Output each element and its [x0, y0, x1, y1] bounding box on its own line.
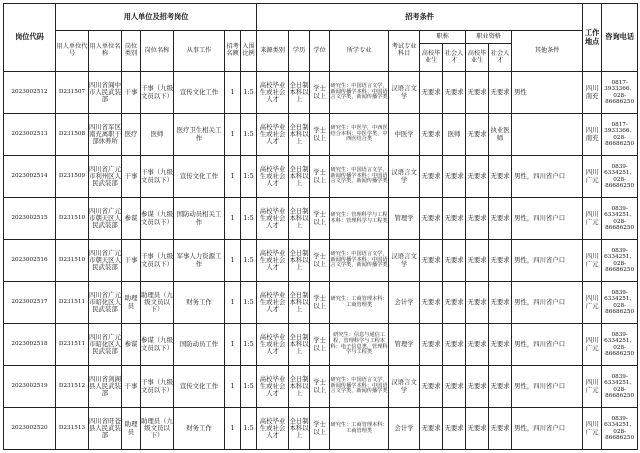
employer-code-cell: D231508: [56, 114, 89, 156]
table-row: [4, 366, 638, 408]
employer-code-cell: D231507: [56, 72, 89, 114]
qual-social-cell: 无要求: [489, 240, 512, 282]
header-quota: 招考名额: [225, 31, 241, 72]
recruitment-table-container: [3, 3, 637, 450]
employer-name-cell: 四川省广元市昭化区人民武装部: [89, 282, 122, 324]
phone-cell: 0839-6334251、028-86686250: [602, 156, 638, 198]
header-source: 来源类别: [257, 31, 289, 72]
qual-college-cell: 无要求: [466, 240, 489, 282]
exam-major-cell: 管理学: [389, 324, 420, 366]
source-cell: 高校毕业生或社会人才: [257, 72, 289, 114]
other-conditions-cell: 男性，四川省户口: [512, 198, 583, 240]
education-cell: 全日制本科以上: [289, 240, 310, 282]
employer-name-cell: 四川省广元市昭化区人民武装部: [89, 324, 122, 366]
source-cell: 高校毕业生或社会人才: [257, 366, 289, 408]
qual-social-cell: 无要求: [489, 408, 512, 450]
table-row: [4, 156, 638, 198]
title-social-cell: 无要求: [443, 408, 466, 450]
header-position-code: 岗位代码: [4, 4, 56, 72]
exam-major-cell: 管理学: [389, 198, 420, 240]
header-qual-college: 高校毕业生: [466, 44, 489, 72]
employer-code-cell: D231510: [56, 240, 89, 282]
quota-cell: 1: [225, 408, 241, 450]
table-row: [4, 408, 638, 450]
position-name-cell: 参谋（九级文员以下）: [141, 198, 174, 240]
major-cell: 研究生：工商管理本科：工商管理类: [330, 408, 389, 450]
ratio-cell: 1:5: [241, 198, 257, 240]
education-cell: 全日制本科以上: [289, 72, 310, 114]
degree-cell: 学士以上: [310, 198, 330, 240]
position-name-cell: 参谋（九级文员以下）: [141, 324, 174, 366]
quota-cell: 1: [225, 198, 241, 240]
qual-college-cell: 无要求: [466, 324, 489, 366]
exam-major-cell: 汉语言文学: [389, 366, 420, 408]
quota-cell: 1: [225, 366, 241, 408]
header-exam-major: 考试专业科目: [389, 31, 420, 72]
qual-college-cell: 无要求: [466, 282, 489, 324]
position-name-cell: 干事（九级文员以下）: [141, 72, 174, 114]
employer-name-cell: 四川省阆中市人民武装部: [89, 72, 122, 114]
exam-major-cell: 中医学: [389, 114, 420, 156]
title-college-cell: 无要求: [420, 114, 443, 156]
qual-social-cell: 无要求: [489, 156, 512, 198]
phone-cell: 0817-3933366、028-86686250: [602, 114, 638, 156]
title-college-cell: 无要求: [420, 240, 443, 282]
header-position-name: 岗位名称: [141, 31, 174, 72]
table-row: [4, 282, 638, 324]
work-location-cell: 四川广元: [583, 156, 602, 198]
employer-name-cell: 四川省军区南充离职干部休养所: [89, 114, 122, 156]
position-category-cell: 干事: [122, 240, 141, 282]
position-category-cell: 参谋: [122, 198, 141, 240]
title-college-cell: 无要求: [420, 282, 443, 324]
position-code-cell: 2023002512: [4, 72, 56, 114]
quota-cell: 1: [225, 156, 241, 198]
table-row: [4, 240, 638, 282]
degree-cell: 学士以上: [310, 240, 330, 282]
phone-cell: 0839-6334251、028-86686250: [602, 282, 638, 324]
education-cell: 全日制本科以上: [289, 114, 310, 156]
other-conditions-cell: 男性，四川省户口: [512, 240, 583, 282]
position-code-cell: 2023002515: [4, 198, 56, 240]
exam-major-cell: 会计学: [389, 408, 420, 450]
header-employer-name: 用人单位名称: [89, 31, 122, 72]
major-cell: 研究生：工商管理本科：工商管理类: [330, 282, 389, 324]
source-cell: 高校毕业生或社会人才: [257, 282, 289, 324]
source-cell: 高校毕业生或社会人才: [257, 156, 289, 198]
major-cell: 研究生：中国语言文学，新闻传播学本科：中国语言文学类，新闻传播学类: [330, 72, 389, 114]
qual-social-cell: 无要求: [489, 72, 512, 114]
work-location-cell: 四川南充: [583, 72, 602, 114]
major-cell: 研究生：中国语言文学，新闻传播学本科：中国语言文学类，新闻传播学类: [330, 240, 389, 282]
employer-code-cell: D231511: [56, 324, 89, 366]
position-name-cell: 助理员（九级文员以下）: [141, 408, 174, 450]
header-row-1: [4, 4, 638, 31]
education-cell: 全日制本科以上: [289, 198, 310, 240]
major-cell: 研究生：管理科学与工程本科：管理科学与工程类: [330, 198, 389, 240]
title-college-cell: 无要求: [420, 408, 443, 450]
ratio-cell: 1:5: [241, 366, 257, 408]
header-education: 学历: [289, 31, 310, 72]
title-social-cell: 无要求: [443, 324, 466, 366]
table-body: [4, 72, 638, 450]
other-conditions-cell: 男性，四川省户口: [512, 408, 583, 450]
work-location-cell: 四川广元: [583, 240, 602, 282]
other-conditions-cell: [512, 114, 583, 156]
degree-cell: 学士以上: [310, 282, 330, 324]
header-title-college: 高校毕业生: [420, 44, 443, 72]
ratio-cell: 1:5: [241, 282, 257, 324]
header-employer-code: 用人单位代号: [56, 31, 89, 72]
header-degree: 学位: [310, 31, 330, 72]
source-cell: 高校毕业生或社会人才: [257, 240, 289, 282]
qual-college-cell: 无要求: [466, 156, 489, 198]
employer-name-cell: 四川省广元市利州区人民武装部: [89, 156, 122, 198]
position-code-cell: 2023002513: [4, 114, 56, 156]
phone-cell: 0839-6334251、028-86686250: [602, 198, 638, 240]
education-cell: 全日制本科以上: [289, 156, 310, 198]
position-code-cell: 2023002519: [4, 366, 56, 408]
ratio-cell: 1:5: [241, 240, 257, 282]
employer-name-cell: 四川省广元市朝天区人民武装部: [89, 198, 122, 240]
phone-cell: 0839-6334251、028-86686250: [602, 240, 638, 282]
ratio-cell: 1:5: [241, 72, 257, 114]
title-college-cell: 无要求: [420, 366, 443, 408]
ratio-cell: 1:5: [241, 156, 257, 198]
title-college-cell: 无要求: [420, 156, 443, 198]
degree-cell: 学士以上: [310, 156, 330, 198]
position-category-cell: 干事: [122, 156, 141, 198]
header-work-content: 从事工作: [174, 31, 225, 72]
qual-college-cell: 无要求: [466, 72, 489, 114]
work-content-cell: 宣传文化工作: [174, 156, 225, 198]
position-category-cell: 助理员: [122, 408, 141, 450]
education-cell: 全日制本科以上: [289, 366, 310, 408]
header-major: 所学专业: [330, 31, 389, 72]
employer-code-cell: D231512: [56, 366, 89, 408]
table-row: [4, 114, 638, 156]
phone-cell: 0817-3933366、028-86686250: [602, 72, 638, 114]
header-work-location: 工作地点: [583, 4, 602, 72]
header-conditions-group: 招考条件: [257, 4, 583, 31]
qual-social-cell: 执业医师: [489, 114, 512, 156]
position-code-cell: 2023002518: [4, 324, 56, 366]
major-cell: 研究生：中医学，中西医结合本科：中医学类，中西医结合类: [330, 114, 389, 156]
table-row: [4, 72, 638, 114]
header-employer-group: 用人单位及招考岗位: [56, 4, 257, 31]
work-content-cell: 医疗卫生相关工作: [174, 114, 225, 156]
qual-social-cell: 无要求: [489, 198, 512, 240]
major-cell: 研究生：中国语言文学，新闻传播学本科：中国语言文学类，新闻传播学类: [330, 366, 389, 408]
quota-cell: 1: [225, 282, 241, 324]
title-social-cell: 无要求: [443, 240, 466, 282]
header-row-2: [4, 31, 638, 44]
work-content-cell: 财务工作: [174, 408, 225, 450]
employer-code-cell: D231513: [56, 408, 89, 450]
employer-name-cell: 四川省剑阁县人民武装部: [89, 366, 122, 408]
work-location-cell: 四川广元: [583, 324, 602, 366]
title-social-cell: 无要求: [443, 72, 466, 114]
title-social-cell: 无要求: [443, 198, 466, 240]
degree-cell: 学士以上: [310, 324, 330, 366]
position-name-cell: 助理员（九级文员以下）: [141, 282, 174, 324]
header-title-group: 职称: [420, 31, 466, 44]
qual-college-cell: 无要求: [466, 114, 489, 156]
degree-cell: 学士以上: [310, 72, 330, 114]
work-content-cell: 宣传文化工作: [174, 72, 225, 114]
title-social-cell: 无要求: [443, 366, 466, 408]
position-name-cell: 干事（九级文员以下）: [141, 240, 174, 282]
employer-code-cell: D231510: [56, 198, 89, 240]
qual-college-cell: 无要求: [466, 408, 489, 450]
ratio-cell: 1:5: [241, 114, 257, 156]
other-conditions-cell: 男性，四川省户口: [512, 282, 583, 324]
employer-code-cell: D231511: [56, 282, 89, 324]
work-content-cell: 宣传文化工作: [174, 366, 225, 408]
position-category-cell: 医疗: [122, 114, 141, 156]
position-category-cell: 干事: [122, 366, 141, 408]
source-cell: 高校毕业生或社会人才: [257, 324, 289, 366]
position-name-cell: 医师: [141, 114, 174, 156]
title-social-cell: 医师: [443, 114, 466, 156]
ratio-cell: 1:5: [241, 408, 257, 450]
qual-social-cell: 无要求: [489, 282, 512, 324]
major-cell: 研究生：中国语言文学，新闻传播学本科：中国语言文学类，新闻传播学类: [330, 156, 389, 198]
degree-cell: 学士以上: [310, 366, 330, 408]
phone-cell: 0839-6334251、028-86686250: [602, 408, 638, 450]
table-row: [4, 324, 638, 366]
position-name-cell: 干事（九级文员以下）: [141, 156, 174, 198]
phone-cell: 0839-6334251、028-86686250: [602, 324, 638, 366]
work-location-cell: 四川广元: [583, 198, 602, 240]
employer-name-cell: 四川省广元市朝天区人民武装部: [89, 240, 122, 282]
other-conditions-cell: 男性，四川省户口: [512, 366, 583, 408]
other-conditions-cell: 男性: [512, 72, 583, 114]
qual-social-cell: 无要求: [489, 324, 512, 366]
position-name-cell: 干事（九级文员以下）: [141, 366, 174, 408]
title-college-cell: 无要求: [420, 198, 443, 240]
phone-cell: 0839-6334251、028-86686250: [602, 366, 638, 408]
title-college-cell: 无要求: [420, 72, 443, 114]
header-phone: 咨询电话: [602, 4, 638, 72]
education-cell: 全日制本科以上: [289, 282, 310, 324]
degree-cell: 学士以上: [310, 114, 330, 156]
work-location-cell: 四川广元: [583, 366, 602, 408]
work-location-cell: 四川广元: [583, 282, 602, 324]
quota-cell: 1: [225, 324, 241, 366]
employer-code-cell: D231509: [56, 156, 89, 198]
quota-cell: 1: [225, 72, 241, 114]
title-social-cell: 无要求: [443, 156, 466, 198]
exam-major-cell: 汉语言文学: [389, 240, 420, 282]
exam-major-cell: 汉语言文学: [389, 156, 420, 198]
work-content-cell: 军事人力资源工作: [174, 240, 225, 282]
position-code-cell: 2023002514: [4, 156, 56, 198]
header-qualification-group: 职业资格: [466, 31, 512, 44]
other-conditions-cell: 男性，四川省户口: [512, 156, 583, 198]
work-content-cell: 国防动员工作: [174, 324, 225, 366]
position-category-cell: 参谋: [122, 324, 141, 366]
work-location-cell: 四川广元: [583, 408, 602, 450]
exam-major-cell: 汉语言文学: [389, 72, 420, 114]
title-social-cell: 无要求: [443, 282, 466, 324]
work-location-cell: 四川南充: [583, 114, 602, 156]
position-category-cell: 助理员: [122, 282, 141, 324]
position-code-cell: 2023002516: [4, 240, 56, 282]
table-row: [4, 198, 638, 240]
qual-college-cell: 无要求: [466, 366, 489, 408]
position-code-cell: 2023002517: [4, 282, 56, 324]
source-cell: 高校毕业生或社会人才: [257, 408, 289, 450]
header-qual-social: 社会人才: [489, 44, 512, 72]
work-content-cell: 国防动员相关工作: [174, 198, 225, 240]
qual-social-cell: 无要求: [489, 366, 512, 408]
position-code-cell: 2023002520: [4, 408, 56, 450]
header-position-category: 岗位类别: [122, 31, 141, 72]
header-ratio: 入围比例: [241, 31, 257, 72]
other-conditions-cell: 男性，四川省户口: [512, 324, 583, 366]
title-college-cell: 无要求: [420, 324, 443, 366]
ratio-cell: 1:5: [241, 324, 257, 366]
major-cell: 研究生：信息与通信工程，管理科学与工程本科：电子信息类，管理科学与工程类: [330, 324, 389, 366]
education-cell: 全日制本科以上: [289, 324, 310, 366]
header-title-social: 社会人才: [443, 44, 466, 72]
position-category-cell: 干事: [122, 72, 141, 114]
exam-major-cell: 会计学: [389, 282, 420, 324]
header-other: 其他条件: [512, 31, 583, 72]
qual-college-cell: 无要求: [466, 198, 489, 240]
source-cell: 高校毕业生或社会人才: [257, 114, 289, 156]
work-content-cell: 财务工作: [174, 282, 225, 324]
quota-cell: 1: [225, 114, 241, 156]
employer-name-cell: 四川省旺苍县人民武装部: [89, 408, 122, 450]
education-cell: 全日制本科以上: [289, 408, 310, 450]
degree-cell: 学士以上: [310, 408, 330, 450]
quota-cell: 1: [225, 240, 241, 282]
source-cell: 高校毕业生或社会人才: [257, 198, 289, 240]
recruitment-table: [3, 3, 638, 450]
